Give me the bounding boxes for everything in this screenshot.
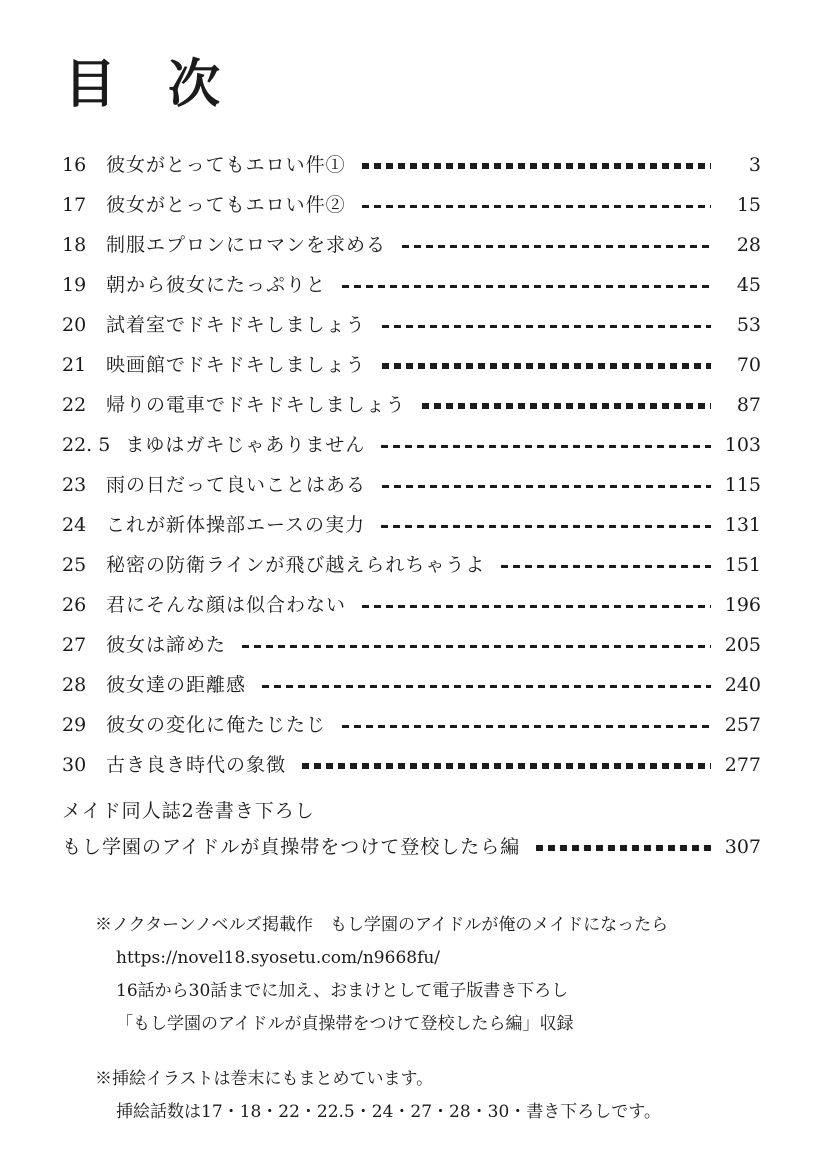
chapter-number: 26 xyxy=(62,593,87,616)
toc-entry xyxy=(62,305,761,345)
page-number: 205 xyxy=(724,633,761,656)
dotted-leader xyxy=(382,325,711,328)
toc-entry xyxy=(62,705,761,745)
toc-entry xyxy=(62,585,761,625)
page-title: 目 次 xyxy=(64,54,221,115)
chapter-number: 20 xyxy=(62,313,87,336)
dotted-leader xyxy=(362,605,711,608)
note-block-source xyxy=(95,909,761,1041)
chapter-number: 27 xyxy=(62,633,87,656)
toc-entry xyxy=(62,545,761,585)
page-number: 103 xyxy=(724,433,761,456)
note-line-text: ※挿絵イラストは巻末にもまとめています。 xyxy=(95,1069,434,1090)
page-number: 28 xyxy=(736,233,761,256)
chapter-number: 28 xyxy=(62,673,87,696)
toc-entry xyxy=(62,625,761,665)
note-url-text: https://novel18.syosetu.com/n9668fu/ xyxy=(116,948,441,969)
page-number: 15 xyxy=(736,193,761,216)
chapter-number: 19 xyxy=(62,273,87,296)
dotted-leader xyxy=(342,285,711,288)
chapter-number: 30 xyxy=(62,753,87,776)
toc-entry xyxy=(62,425,761,465)
note-line-text: ※ノクターンノベルズ掲載作 もし学園のアイドルが俺のメイドになったら xyxy=(95,915,669,936)
dotted-leader xyxy=(536,845,710,851)
chapter-title: 映画館でドキドキしましょう xyxy=(106,353,366,376)
chapter-number: 16 xyxy=(62,153,87,176)
page-number: 257 xyxy=(724,713,761,736)
page-number: 70 xyxy=(736,353,761,376)
chapter-number: 17 xyxy=(62,193,87,216)
toc-entry xyxy=(62,185,761,225)
toc-entry xyxy=(62,145,761,185)
toc-entry xyxy=(62,225,761,265)
chapter-number: 29 xyxy=(62,713,87,736)
footnotes xyxy=(95,909,761,1129)
toc-extra-row-1 xyxy=(62,793,761,829)
chapter-title: 制服エプロンにロマンを求める xyxy=(106,233,387,256)
dotted-leader xyxy=(381,445,710,448)
chapter-number: 21 xyxy=(62,353,87,376)
page-number: 3 xyxy=(748,153,761,176)
note-line-text: 16話から30話までに加え、おまけとして電子版書き下ろし xyxy=(116,981,569,1002)
extra-title-line-2: もし学園のアイドルが貞操帯をつけて登校したら編 xyxy=(62,835,521,858)
chapter-title: これが新体操部エースの実力 xyxy=(106,513,366,536)
chapter-number: 24 xyxy=(62,513,87,536)
toc-entry xyxy=(62,385,761,425)
dotted-leader xyxy=(422,403,711,409)
toc-extra-row-2 xyxy=(62,829,761,865)
toc-extra-block xyxy=(62,793,761,865)
chapter-title: 帰りの電車でドキドキしましょう xyxy=(106,393,406,416)
chapter-title: 古き良き時代の象徴 xyxy=(106,753,287,776)
note-line-text: 挿絵話数は17・18・22・22.5・24・27・28・30・書き下ろしです。 xyxy=(116,1102,661,1123)
chapter-number: 22. 5 xyxy=(62,433,111,456)
note-line-text: 「もし学園のアイドルが貞操帯をつけて登校したら編」収録 xyxy=(116,1014,574,1035)
page-number: 240 xyxy=(724,673,761,696)
toc-entry xyxy=(62,745,761,785)
dotted-leader xyxy=(262,685,711,688)
chapter-number: 25 xyxy=(62,553,87,576)
dotted-leader xyxy=(382,363,711,369)
toc-entry xyxy=(62,265,761,305)
chapter-number: 22 xyxy=(62,393,87,416)
page-number: 115 xyxy=(724,473,761,496)
chapter-title: まゆはガキじゃありません xyxy=(125,433,366,456)
extra-title-line-1: メイド同人誌2巻書き下ろし xyxy=(62,799,315,822)
dotted-leader xyxy=(362,205,711,208)
chapter-title: 彼女の変化に俺たじたじ xyxy=(106,713,327,736)
toc-entry xyxy=(62,345,761,385)
toc-entry xyxy=(62,665,761,705)
page-number: 53 xyxy=(736,313,761,336)
toc-entry xyxy=(62,465,761,505)
chapter-title: 試着室でドキドキしましょう xyxy=(106,313,366,336)
chapter-title: 彼女は諦めた xyxy=(106,633,227,656)
page-number: 277 xyxy=(724,753,761,776)
page-number: 131 xyxy=(724,513,761,536)
dotted-leader xyxy=(302,763,711,769)
dotted-leader xyxy=(382,485,711,488)
dotted-leader xyxy=(501,565,710,568)
chapter-title: 彼女がとってもエロい件② xyxy=(106,193,346,216)
toc-list xyxy=(62,145,761,785)
dotted-leader xyxy=(362,163,711,169)
chapter-title: 秘密の防衛ラインが飛び越えられちゃうよ xyxy=(106,553,486,576)
chapter-title: 朝から彼女にたっぷりと xyxy=(106,273,327,296)
dotted-leader xyxy=(381,525,711,528)
chapter-title: 君にそんな顔は似合わない xyxy=(106,593,347,616)
note-block-illustrations xyxy=(95,1063,761,1129)
chapter-number: 18 xyxy=(62,233,87,256)
page-number: 151 xyxy=(724,553,761,576)
page-number: 196 xyxy=(724,593,761,616)
chapter-number: 23 xyxy=(62,473,87,496)
chapter-title: 彼女がとってもエロい件① xyxy=(106,153,346,176)
chapter-title: 雨の日だって良いことはある xyxy=(106,473,367,496)
toc-entry xyxy=(62,505,761,545)
page-number: 87 xyxy=(736,393,761,416)
dotted-leader xyxy=(242,645,711,648)
page-number: 45 xyxy=(736,273,761,296)
chapter-title: 彼女達の距離感 xyxy=(106,673,247,696)
dotted-leader xyxy=(342,725,711,728)
page-number: 307 xyxy=(724,835,761,858)
dotted-leader xyxy=(402,245,711,248)
